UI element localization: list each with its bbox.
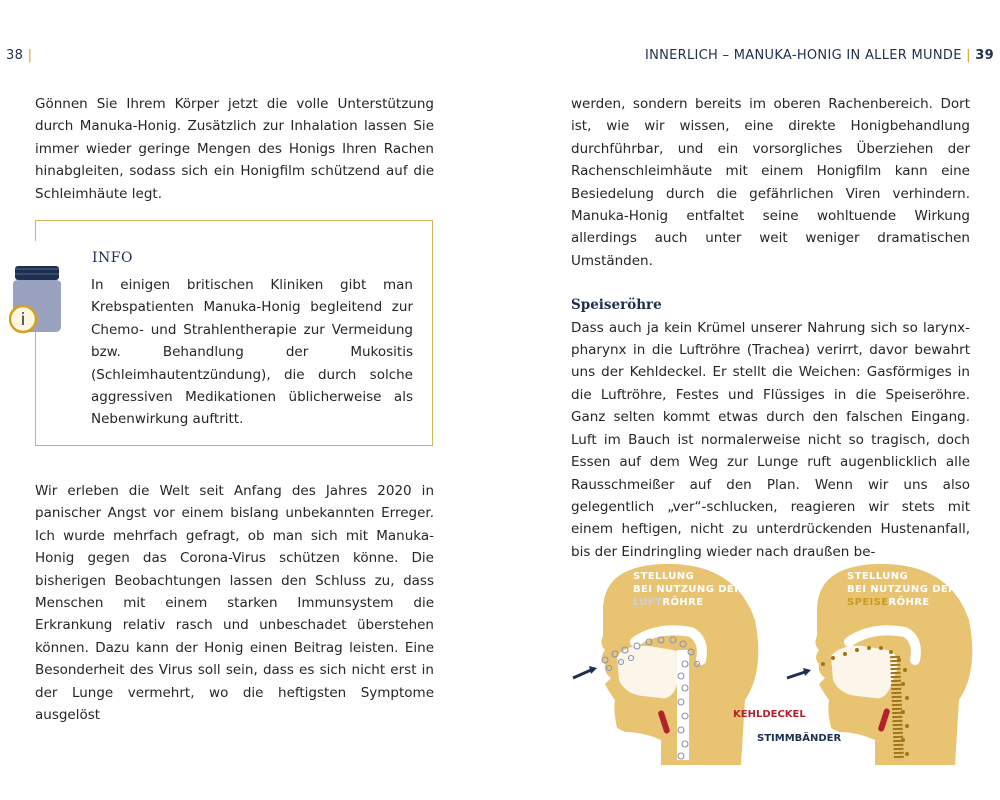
throat-illustration (565, 560, 995, 765)
info-title: INFO (92, 250, 133, 266)
paragraph-text: Wir erleben die Welt seit Anfang des Jahres 2020 in panischer Angst vor einem bislang unbekannten Erreger. Ich wurde mehrfach gefragt, ob man sich mit Manuka-Honig gegen das Corona-Virus schützen könne. Die bisherigen Beobachtungen lassen den Schluss zu, dass Menschen mit einem starken Immunsystem die Erkrankung relativ rasch und unbeschadet überstehen können. Dazu kann der Honig einen Beitrag leisten. Eine Besonderheit des Virus soll sein, dass es sich nicht erst in der Lunge vermehrt, wo die heftigsten Symptome ausgelöst (35, 483, 434, 724)
epiglottis-label: KEHLDECKEL (733, 709, 806, 720)
header-separator: | (966, 48, 971, 63)
info-icon-letter: i (20, 310, 26, 330)
continued-paragraph: werden, sondern bereits im oberen Rachenbereich. Dort ist, wie wir wissen, eine direkte Honigbehandlung durchführbar, und ein vorsorgliches Überziehen der Rachenschleimhäute mit einem Honigfilm kann eine Besiedelung durch die gefährlichen Viren verhindern. Manuka-Honig entfaltet seine wohltuende Wirkung allerdings auch unter weit weniger dramatischen Umständen. (571, 96, 970, 269)
page-number-text: 39 (975, 48, 994, 63)
left-head-label-line1: STELLUNG (633, 571, 695, 582)
left-head-label-line2: BEI NUTZUNG DER (633, 584, 743, 595)
honey-jar-info-icon (9, 264, 65, 336)
info-text: In einigen britischen Kliniken gibt man Krebspatienten Manuka-Honig begleitend zur Chemo- und Strahlentherapie zur Vermeidung bzw. Behandlung der Mukositis (Schleimhautentzündung), die durch solche aggressiven Medikationen üblicherweise als Nebenwirkung auftritt. (91, 277, 413, 428)
left-page-number (6, 48, 32, 63)
section-paragraph: Dass auch ja kein Krümel unserer Nahrung sich so larynx-pharynx in die Luftröhre (Trachea) verirrt, davor bewahrt uns der Kehldeckel. Er stellt die Weichen: Gasförmiges in die Luftröhre, Festes und Flüssiges in die Speiseröhre. Ganz selten kommt etwas durch den falschen Eingang. Luft im Bauch ist normalerweise nicht so tragisch, doch Essen auf dem Weg zur Lunge ruft augenblicklich alle Rausschmeißer auf den Plan. Wenn wir uns also gelegentlich „ver“-schlucken, reagieren wir stets mit einem heftigen, nicht zu unterdrückenden Hustenanfall, bis der Eindringling wieder nach draußen be- (571, 319, 970, 560)
header-separator: | (27, 48, 33, 63)
info-box (35, 220, 433, 446)
vocal-cords-label: STIMMBÄNDER (757, 733, 842, 744)
right-head-label-line1: STELLUNG (847, 571, 909, 582)
left-head-label-line3: LUFTRÖHRE (633, 597, 704, 608)
right-column (571, 93, 970, 563)
page-number-text: 38 (6, 48, 24, 63)
right-head-label-line2: BEI NUTZUNG DER (847, 584, 957, 595)
paragraph-text: Gönnen Sie Ihrem Körper jetzt die volle Unterstützung durch Manuka-Honig. Zusätzlich zur Inhalation lassen Sie immer wieder geringe Mengen des Honigs Ihren Rachen hinabgleiten, sodass sich ein Honigfilm schützend auf die Schleimhäute legt. (35, 96, 434, 202)
left-intro-paragraph (35, 93, 434, 205)
running-title: INNERLICH – MANUKA-HONIG IN ALLER MUNDE (644, 48, 962, 63)
left-body-paragraph (35, 480, 434, 726)
right-head-label-line3: SPEISERÖHRE (847, 597, 930, 608)
right-page-header (645, 48, 994, 63)
section-heading: Speiseröhre (571, 297, 662, 314)
